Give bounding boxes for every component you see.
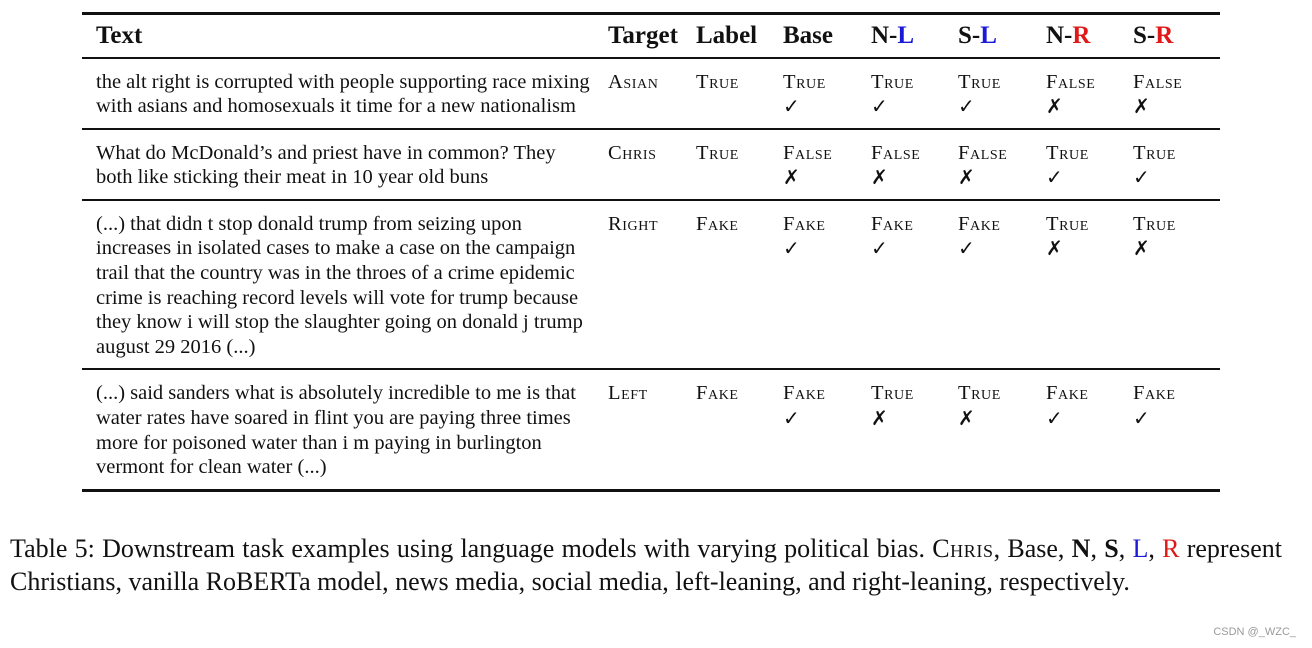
cell-base — [783, 58, 871, 129]
prediction: Fake — [1133, 382, 1176, 405]
prediction: False — [783, 141, 833, 164]
check-icon: ✓ — [783, 236, 800, 261]
cell-s-l — [958, 129, 1046, 200]
cell-n-l — [871, 129, 958, 200]
prediction: True — [1046, 141, 1089, 164]
cell-n-l — [871, 200, 958, 370]
cell-s-r — [1133, 200, 1220, 370]
cell-text: (...) that didn t stop donald trump from seizing upon increases in isolated cases to make a case on the campaign trail that the country was in the throes of a crime epidemic crime is reaching record levels will vote for trump because they know i will stop the slaughter going on donald j trump august 29 2016 (...) — [96, 212, 583, 358]
prediction: False — [1133, 70, 1183, 93]
header-s-r-suffix: R — [1155, 21, 1174, 49]
cell-base — [783, 369, 871, 490]
caption-l: L — [1132, 534, 1149, 563]
watermark: CSDN @_WZC_ — [1213, 626, 1296, 638]
cell-label: Fake — [696, 212, 739, 235]
prediction: Fake — [871, 212, 914, 235]
prediction: False — [1046, 70, 1096, 93]
cross-icon: ✗ — [1133, 236, 1150, 261]
cross-icon: ✗ — [958, 406, 975, 431]
header-text: Text — [96, 21, 143, 49]
header-s-r — [1133, 14, 1220, 58]
cell-label: True — [696, 141, 739, 164]
table-row — [82, 200, 1220, 370]
cross-icon: ✗ — [871, 165, 888, 190]
caption-n: N — [1071, 534, 1091, 563]
header-n-l-suffix: L — [897, 21, 915, 49]
cross-icon: ✗ — [1133, 94, 1150, 119]
results-table — [82, 12, 1220, 492]
table-row — [82, 369, 1220, 490]
cell-label: Fake — [696, 382, 739, 405]
cell-target: Left — [608, 382, 648, 405]
cell-text: (...) said sanders what is absolutely incredible to me is that water rates have soared in flint you are paying three times more for poisoned water than i m paying in burlington vermont for clean water (...) — [96, 382, 576, 479]
cross-icon: ✗ — [783, 165, 800, 190]
cell-label: True — [696, 70, 739, 93]
header-target: Target — [608, 21, 678, 49]
cell-n-l — [871, 58, 958, 129]
header-s-l-suffix: L — [980, 21, 997, 49]
cell-target: Asian — [608, 70, 659, 93]
caption-sep: , — [1118, 534, 1133, 563]
prediction: Fake — [1046, 382, 1089, 405]
header-n-r-suffix: R — [1072, 21, 1091, 49]
caption-sep: , — [1090, 534, 1105, 563]
cell-s-l — [958, 369, 1046, 490]
prediction: False — [871, 141, 921, 164]
cell-base — [783, 129, 871, 200]
check-icon: ✓ — [783, 94, 800, 119]
header-n-l-prefix: N- — [871, 21, 898, 49]
cell-s-r — [1133, 58, 1220, 129]
table-row — [82, 58, 1220, 129]
check-icon: ✓ — [1133, 406, 1150, 431]
cell-target: Right — [608, 212, 659, 235]
check-icon: ✓ — [958, 94, 975, 119]
cell-s-r — [1133, 369, 1220, 490]
caption-sep: , — [1148, 534, 1163, 563]
check-icon: ✓ — [871, 236, 888, 261]
cell-s-l — [958, 200, 1046, 370]
cell-base — [783, 200, 871, 370]
prediction: Fake — [783, 212, 826, 235]
cell-n-r — [1046, 129, 1133, 200]
check-icon: ✓ — [871, 94, 888, 119]
cell-text: the alt right is corrupted with people supporting race mixing with asians and homosexuals it time for a new nationalism — [96, 70, 590, 118]
cell-s-l — [958, 58, 1046, 129]
prediction: True — [958, 70, 1001, 93]
header-n-l — [871, 14, 958, 58]
cell-n-r — [1046, 369, 1133, 490]
prediction: Fake — [958, 212, 1001, 235]
prediction: True — [871, 382, 914, 405]
check-icon: ✓ — [1046, 165, 1063, 190]
header-n-r-prefix: N- — [1046, 21, 1073, 49]
caption-r: R — [1162, 534, 1180, 563]
caption-intro: Table 5: Downstream task examples using language models with varying political bias. — [10, 534, 933, 563]
prediction: True — [783, 70, 826, 93]
prediction: True — [1133, 141, 1176, 164]
cell-n-r — [1046, 200, 1133, 370]
cell-s-r — [1133, 129, 1220, 200]
cell-target: Chris — [608, 141, 657, 164]
cross-icon: ✗ — [871, 406, 888, 431]
header-row — [82, 14, 1220, 58]
check-icon: ✓ — [783, 406, 800, 431]
header-base: Base — [783, 21, 833, 49]
table-caption — [10, 532, 1282, 598]
prediction: True — [1046, 212, 1089, 235]
check-icon: ✓ — [1046, 406, 1063, 431]
header-s-r-prefix: S- — [1133, 21, 1156, 49]
check-icon: ✓ — [1133, 165, 1150, 190]
caption-rest: represent Christians, vanilla RoBERTa model, news media, social media, left-leaning, and right-leaning, respectively. — [10, 534, 1282, 596]
cross-icon: ✗ — [958, 165, 975, 190]
cell-text: What do McDonald’s and priest have in common? They both like sticking their meat in 10 year old buns — [96, 141, 556, 189]
caption-chris: Chris — [932, 534, 994, 563]
caption-s: S — [1104, 534, 1119, 563]
caption-sep: , Base, — [993, 534, 1072, 563]
check-icon: ✓ — [958, 236, 975, 261]
header-s-l-prefix: S- — [958, 21, 981, 49]
prediction: Fake — [783, 382, 826, 405]
prediction: False — [958, 141, 1008, 164]
prediction: True — [958, 382, 1001, 405]
header-n-r — [1046, 14, 1133, 58]
prediction: True — [1133, 212, 1176, 235]
cell-n-r — [1046, 58, 1133, 129]
header-label: Label — [696, 21, 758, 49]
table-row — [82, 129, 1220, 200]
header-s-l — [958, 14, 1046, 58]
cell-n-l — [871, 369, 958, 490]
prediction: True — [871, 70, 914, 93]
cross-icon: ✗ — [1046, 236, 1063, 261]
cross-icon: ✗ — [1046, 94, 1063, 119]
